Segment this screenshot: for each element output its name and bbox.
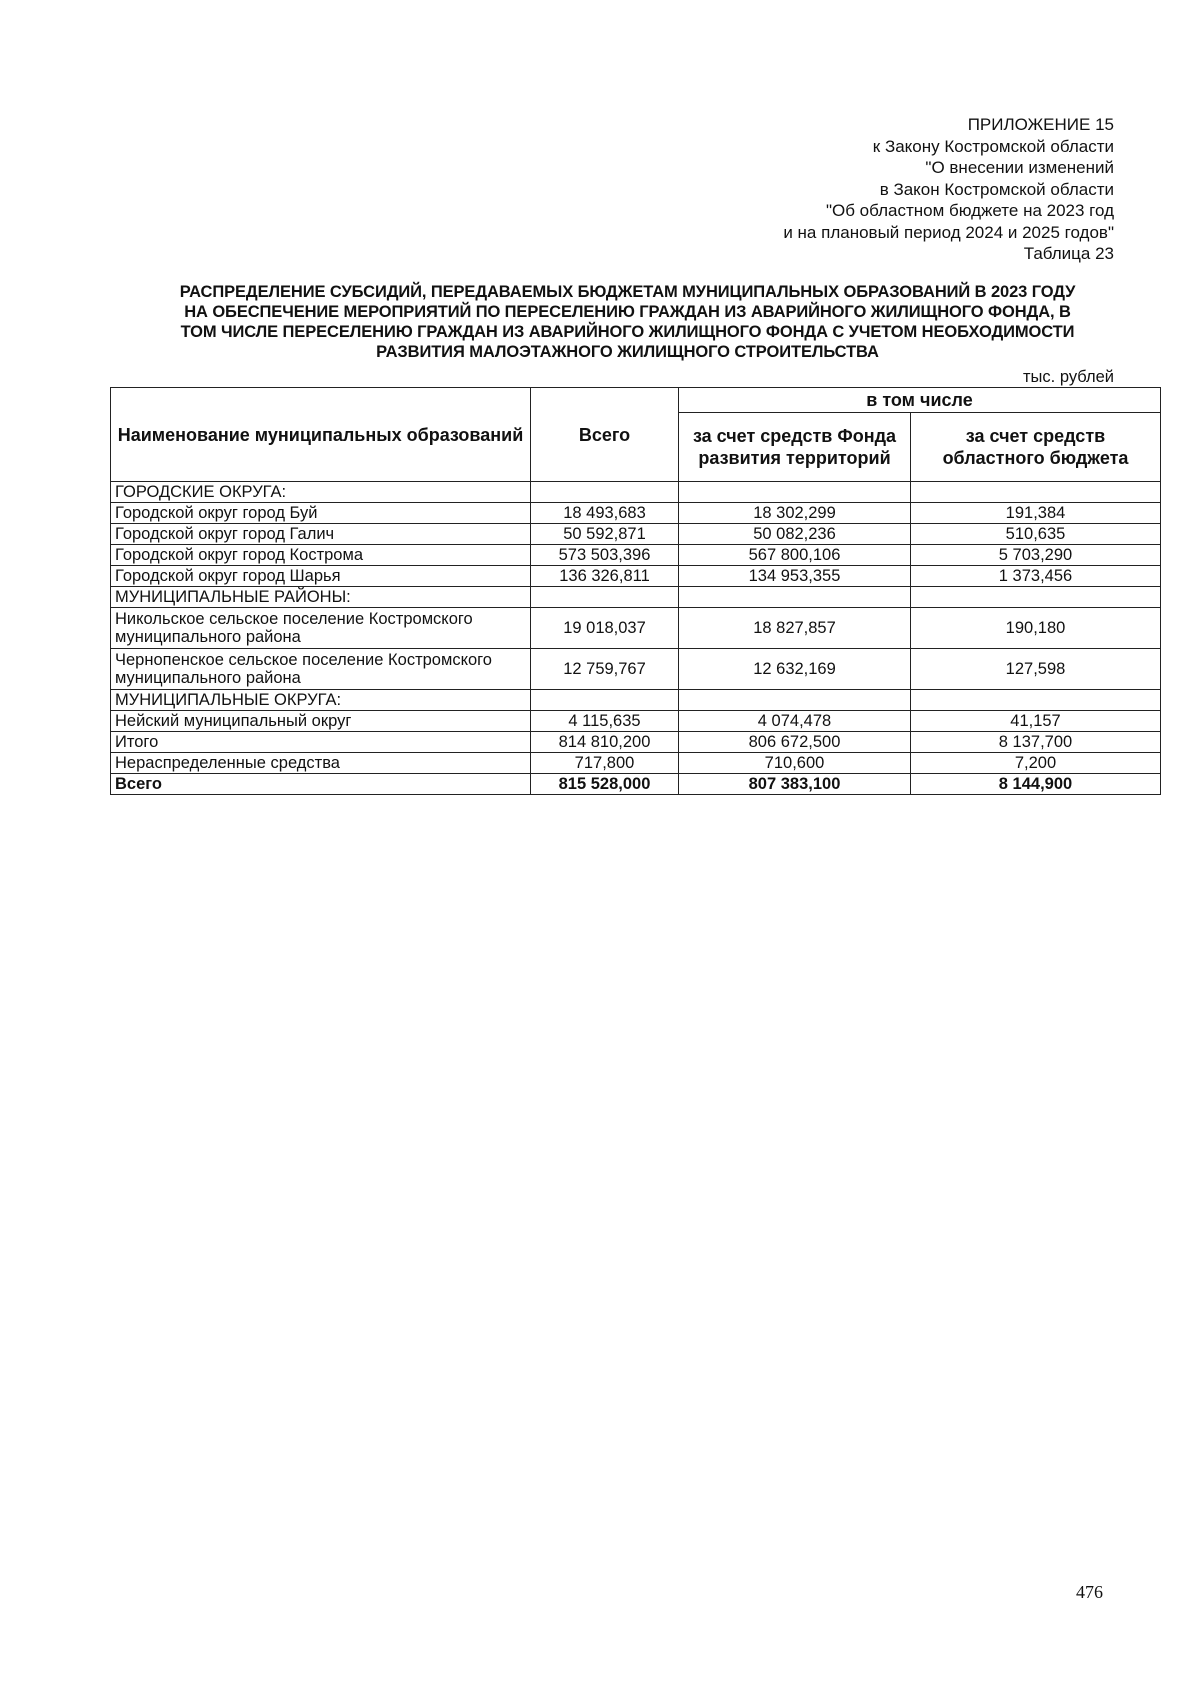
row-name: Всего <box>111 774 531 795</box>
row-fund: 18 827,857 <box>679 608 911 649</box>
row-regional <box>911 587 1161 608</box>
row-regional <box>911 690 1161 711</box>
row-regional: 41,157 <box>911 711 1161 732</box>
row-total: 12 759,767 <box>531 649 679 690</box>
subsidy-table <box>110 387 1161 795</box>
row-regional: 127,598 <box>911 649 1161 690</box>
row-name: ГОРОДСКИЕ ОКРУГА: <box>111 482 531 503</box>
row-name: Нейский муниципальный округ <box>111 711 531 732</box>
row-name: Нераспределенные средства <box>111 753 531 774</box>
appendix-line: в Закон Костромской области <box>879 179 1114 199</box>
title-line: НА ОБЕСПЕЧЕНИЕ МЕРОПРИЯТИЙ ПО ПЕРЕСЕЛЕНИЮ ГРАЖДАН ИЗ АВАРИЙНОГО ЖИЛИЩНОГО ФОНДА, В <box>184 303 1071 321</box>
row-fund <box>679 482 911 503</box>
row-name: Городской округ город Шарья <box>111 566 531 587</box>
row-fund: 807 383,100 <box>679 774 911 795</box>
appendix-line: "О внесении изменений <box>925 158 1114 177</box>
row-name: Городской округ город Буй <box>111 503 531 524</box>
page-number: 476 <box>1076 1582 1103 1602</box>
appendix-header <box>783 114 1114 265</box>
table-row-section <box>111 482 1161 503</box>
row-name: Итого <box>111 732 531 753</box>
header-name: Наименование муниципальных образований <box>111 388 531 482</box>
header-fund: за счет средств Фонда развития территорий <box>679 413 911 482</box>
row-fund: 806 672,500 <box>679 732 911 753</box>
row-fund: 12 632,169 <box>679 649 911 690</box>
row-name: Городской округ город Галич <box>111 524 531 545</box>
row-name: Чернопенское сельское поселение Костромского муниципального района <box>111 649 531 690</box>
row-total: 815 528,000 <box>531 774 679 795</box>
table-row <box>111 753 1161 774</box>
row-fund: 4 074,478 <box>679 711 911 732</box>
table-row <box>111 503 1161 524</box>
row-total: 136 326,811 <box>531 566 679 587</box>
title-line: РАЗВИТИЯ МАЛОЭТАЖНОГО ЖИЛИЩНОГО СТРОИТЕЛЬСТВА <box>376 343 879 361</box>
table-row-section <box>111 587 1161 608</box>
row-name: МУНИЦИПАЛЬНЫЕ РАЙОНЫ: <box>111 587 531 608</box>
header-including: в том числе <box>679 388 1161 413</box>
row-fund: 567 800,106 <box>679 545 911 566</box>
row-regional: 190,180 <box>911 608 1161 649</box>
row-total: 18 493,683 <box>531 503 679 524</box>
row-name: Никольское сельское поселение Костромского муниципального района <box>111 608 531 649</box>
row-name: МУНИЦИПАЛЬНЫЕ ОКРУГА: <box>111 690 531 711</box>
row-regional <box>911 482 1161 503</box>
table-row <box>111 608 1161 649</box>
row-fund: 18 302,299 <box>679 503 911 524</box>
document-title <box>110 282 1145 362</box>
row-total <box>531 482 679 503</box>
units-label: тыс. рублей <box>1023 368 1114 386</box>
row-regional: 8 137,700 <box>911 732 1161 753</box>
row-fund <box>679 690 911 711</box>
row-name: Городской округ город Кострома <box>111 545 531 566</box>
row-regional: 510,635 <box>911 524 1161 545</box>
row-regional: 5 703,290 <box>911 545 1161 566</box>
row-regional: 191,384 <box>911 503 1161 524</box>
row-total: 717,800 <box>531 753 679 774</box>
row-total: 814 810,200 <box>531 732 679 753</box>
header-regional: за счет средств областного бюджета <box>911 413 1161 482</box>
table-row <box>111 545 1161 566</box>
row-total: 573 503,396 <box>531 545 679 566</box>
table-row <box>111 649 1161 690</box>
row-total <box>531 587 679 608</box>
row-fund <box>679 587 911 608</box>
table-row-total <box>111 774 1161 795</box>
appendix-line: к Закону Костромской области <box>872 136 1114 156</box>
row-fund: 50 082,236 <box>679 524 911 545</box>
row-fund: 710,600 <box>679 753 911 774</box>
title-line: РАСПРЕДЕЛЕНИЕ СУБСИДИЙ, ПЕРЕДАВАЕМЫХ БЮДЖЕТАМ МУНИЦИПАЛЬНЫХ ОБРАЗОВАНИЙ В 2023 ГОДУ <box>179 283 1076 301</box>
table-number: Таблица 23 <box>1023 244 1114 263</box>
row-total: 4 115,635 <box>531 711 679 732</box>
row-regional: 7,200 <box>911 753 1161 774</box>
row-total: 50 592,871 <box>531 524 679 545</box>
row-regional: 1 373,456 <box>911 566 1161 587</box>
appendix-line: ПРИЛОЖЕНИЕ 15 <box>967 115 1114 134</box>
table-row-subtotal <box>111 732 1161 753</box>
appendix-line: и на плановый период 2024 и 2025 годов" <box>783 222 1114 242</box>
title-line: ТОМ ЧИСЛЕ ПЕРЕСЕЛЕНИЮ ГРАЖДАН ИЗ АВАРИЙНОГО ЖИЛИЩНОГО ФОНДА С УЧЕТОМ НЕОБХОДИМОСТИ <box>180 323 1075 341</box>
table-row <box>111 566 1161 587</box>
table-row-section <box>111 690 1161 711</box>
row-regional: 8 144,900 <box>911 774 1161 795</box>
appendix-line: "Об областном бюджете на 2023 год <box>825 201 1114 220</box>
table-row <box>111 524 1161 545</box>
table-row <box>111 711 1161 732</box>
header-total: Всего <box>531 388 679 482</box>
row-total: 19 018,037 <box>531 608 679 649</box>
row-total <box>531 690 679 711</box>
row-fund: 134 953,355 <box>679 566 911 587</box>
